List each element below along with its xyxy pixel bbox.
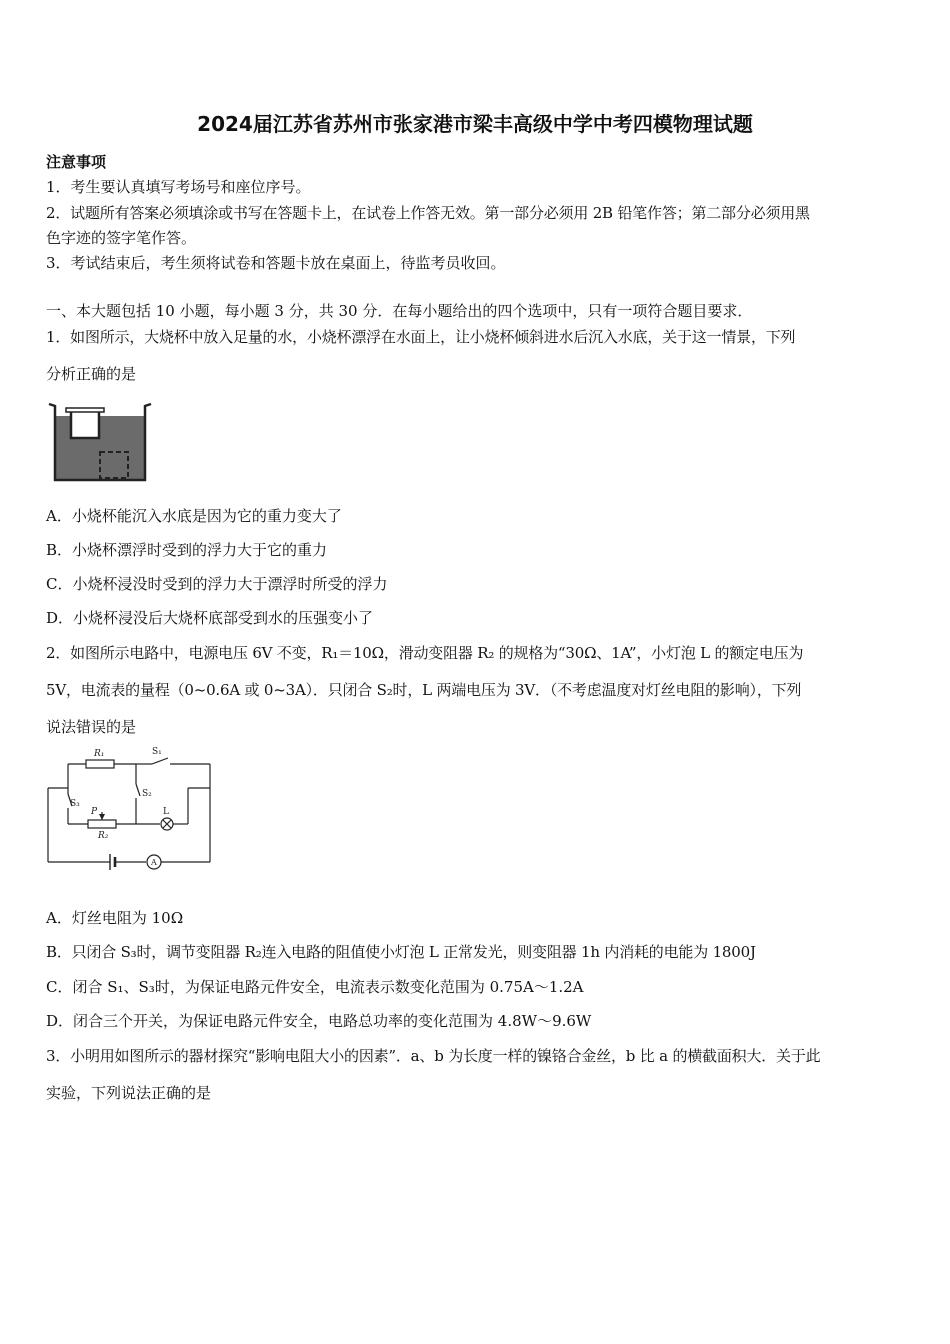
q1-stem-line1: 1．如图所示，大烧杯中放入足量的水，小烧杯漂浮在水面上，让小烧杯倾斜进水后沉入水底，关于这一情景，下列 [46,328,796,346]
notice-item-3: 3．考试结束后，考生须将试卷和答题卡放在桌面上，待监考员收回。 [46,254,506,272]
circuit-label-s2: S₂ [142,789,152,799]
q2-stem-line2: 5V，电流表的量程（0~0.6A 或 0~3A）．只闭合 S₂时，L 两端电压为 3V．（不考虑温度对灯丝电阻的影响），下列 [46,681,802,699]
circuit-label-r1: R₁ [94,749,105,759]
q2-option-c: C．闭合 S₁、S₃时，为保证电路元件安全，电流表示数变化范围为 0.75A～1.2A [46,978,584,996]
q1-option-c: C．小烧杯浸没时受到的浮力大于漂浮时所受的浮力 [46,575,388,593]
notice-item-2-cont: 色字迹的签字笔作答。 [46,229,197,247]
q2-stem-line1: 2．如图所示电路中，电源电压 6V 不变，R₁＝10Ω，滑动变阻器 R₂ 的规格为“30Ω、1A”，小灯泡 L 的额定电压为 [46,644,804,662]
circuit-label-s3: S₃ [70,799,80,809]
q2-option-b: B．只闭合 S₃时，调节变阻器 R₂连入电路的阻值使小灯泡 L 正常发光，则变阻器 1h 内消耗的电能为 1800J [46,943,756,961]
q2-stem-line3: 说法错误的是 [46,718,137,736]
circuit-label-s1: S₁ [152,747,162,757]
circuit-label-lamp: L [163,807,169,817]
q1-beaker-figure [47,398,155,484]
section-heading: 一、本大题包括 10 小题，每小题 3 分，共 30 分．在每小题给出的四个选项中，只有一项符合题目要求． [46,302,753,320]
notice-item-1: 1．考生要认真填写考场号和座位序号。 [46,178,311,196]
page-title: 2024届江苏省苏州市张家港市梁丰高级中学中考四模物理试题 [197,112,753,136]
q2-option-d: D．闭合三个开关，为保证电路元件安全，电路总功率的变化范围为 4.8W～9.6W [46,1012,592,1030]
q1-option-a: A．小烧杯能沉入水底是因为它的重力变大了 [46,507,342,525]
q3-stem-line2: 实验，下列说法正确的是 [46,1084,212,1102]
notice-item-2: 2．试题所有答案必须填涂或书写在答题卡上，在试卷上作答无效。第一部分必须用 2B 铅笔作答；第二部分必须用黑 [46,204,810,222]
circuit-label-p: P [91,807,98,817]
q2-option-a: A．灯丝电阻为 10Ω [46,909,184,927]
q1-option-b: B．小烧杯漂浮时受到的浮力大于它的重力 [46,541,328,559]
q1-stem-line2: 分析正确的是 [46,365,137,383]
q1-option-d: D．小烧杯浸没后大烧杯底部受到水的压强变小了 [46,609,374,627]
q3-stem-line1: 3．小明用如图所示的器材探究“影响电阻大小的因素”．a、b 为长度一样的镍铬合金丝，b 比 a 的横截面积大．关于此 [46,1047,821,1065]
circuit-label-r2: R₂ [98,831,109,841]
notice-heading: 注意事项 [46,153,107,171]
q2-circuit-figure [44,744,216,872]
circuit-label-ammeter: A [151,858,157,867]
